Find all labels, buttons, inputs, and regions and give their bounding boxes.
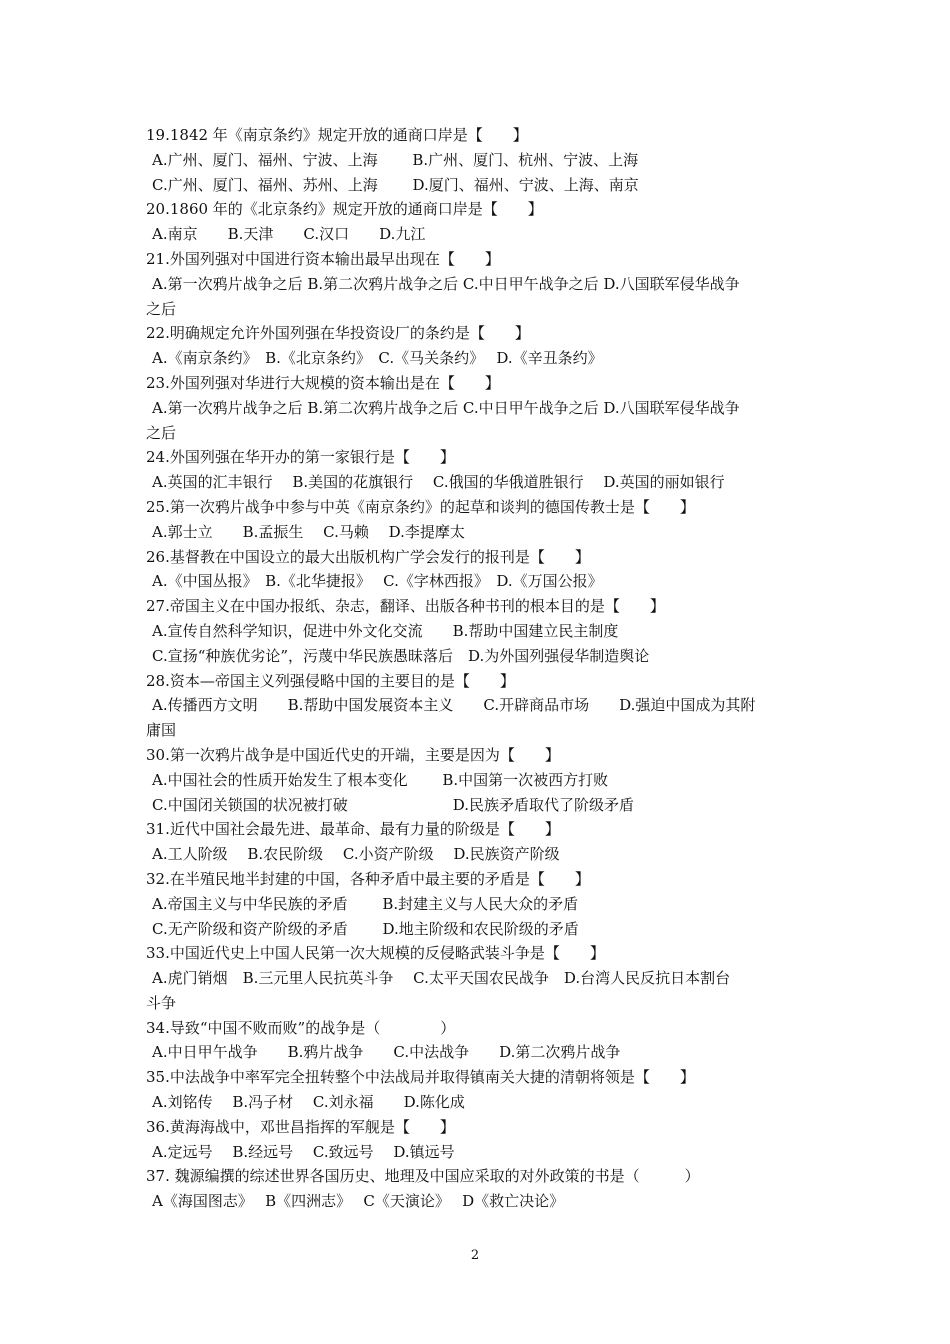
answer-options: A.虎门销烟 B.三元里人民抗英斗争 C.太平天国农民战争 D.台湾人民反抗日本割台 [152,969,731,988]
answer-options: A.南京 B.天津 C.汉口 D.九江 [152,225,426,244]
question-text: 之后 [146,299,177,318]
question-text: 26.基督教在中国设立的最大出版机构广学会发行的报刊是【 】 [146,547,590,566]
question-text: 27.帝国主义在中国办报纸、杂志，翻译、出版各种书刊的根本目的是【 】 [146,597,665,616]
answer-options: A.刘铭传 B.冯子材 C.刘永福 D.陈化成 [152,1093,465,1112]
answer-options: C.无产阶级和资产阶级的矛盾 D.地主阶级和农民阶级的矛盾 [152,919,579,938]
answer-options: A.定远号 B.经远号 C.致远号 D.镇远号 [152,1142,455,1161]
question-text: 30.第一次鸦片战争是中国近代史的开端，主要是因为【 】 [146,745,560,764]
answer-options: A.《中国丛报》 B.《北华捷报》 C.《字林西报》 D.《万国公报》 [152,572,603,591]
question-text: 32.在半殖民地半封建的中国，各种矛盾中最主要的矛盾是【 】 [146,869,590,888]
question-text: 25.第一次鸦片战争中参与中英《南京条约》的起草和谈判的德国传教士是【 】 [146,497,695,516]
answer-options: A.传播西方文明 B.帮助中国发展资本主义 C.开辟商品市场 D.强迫中国成为其附 [152,696,756,715]
question-text: 之后 [146,423,177,442]
question-text: 19.1842 年《南京条约》规定开放的通商口岸是【 】 [146,126,528,144]
question-text: 24.外国列强在华开办的第一家银行是【 】 [146,448,455,467]
question-text: 34.导致“中国不败而败”的战争是（ ） [146,1018,456,1037]
page-number: 2 [470,1248,480,1263]
question-text: 22.明确规定允许外国列强在华投资设厂的条约是【 】 [146,324,530,343]
question-text: 斗争 [146,993,177,1012]
question-text: 庸国 [146,721,177,740]
question-text: 35.中法战争中率军完全扭转整个中法战局并取得镇南关大捷的清朝将领是【 】 [146,1068,695,1087]
answer-options: A《海国图志》 B《四洲志》 C《天演论》 D《救亡决论》 [152,1192,565,1211]
question-text: 36.黄海海战中，邓世昌指挥的军舰是【 】 [146,1117,455,1136]
question-list [146,123,816,1214]
answer-options: A.广州、厦门、福州、宁波、上海 B.广州、厦门、杭州、宁波、上海 [152,150,639,169]
answer-options: A.第一次鸦片战争之后 B.第二次鸦片战争之后 C.中日甲午战争之后 D.八国联军侵华战争 [152,274,740,293]
answer-options: A.中国社会的性质开始发生了根本变化 B.中国第一次被西方打败 [152,770,609,789]
question-text: 33.中国近代史上中国人民第一次大规模的反侵略武装斗争是【 】 [146,944,605,963]
answer-options: C.中国闭关锁国的状况被打破 D.民族矛盾取代了阶级矛盾 [152,795,634,814]
question-text: 31.近代中国社会最先进、最革命、最有力量的阶级是【 】 [146,820,560,839]
answer-options: A.工人阶级 B.农民阶级 C.小资产阶级 D.民族资产阶级 [152,845,560,864]
question-text: 20.1860 年的《北京条约》规定开放的通商口岸是【 】 [146,200,543,219]
answer-options: A.第一次鸦片战争之后 B.第二次鸦片战争之后 C.中日甲午战争之后 D.八国联军侵华战争 [152,398,740,417]
answer-options: A.中日甲午战争 B.鸦片战争 C.中法战争 D.第二次鸦片战争 [152,1043,621,1062]
answer-options: A.宣传自然科学知识，促进中外文化交流 B.帮助中国建立民主制度 [152,621,619,640]
question-text: 37. 魏源编撰的综述世界各国历史、地理及中国应采取的对外政策的书是（ ） [146,1167,700,1186]
answer-options: C.广州、厦门、福州、苏州、上海 D.厦门、福州、宁波、上海、南京 [152,175,639,194]
answer-options: A.郭士立 B.孟振生 C.马赖 D.李提摩太 [152,522,465,541]
question-text: 21.外国列强对中国进行资本输出最早出现在【 】 [146,249,500,268]
question-text: 28.资本—帝国主义列强侵略中国的主要目的是【 】 [146,671,515,690]
answer-options: A.英国的汇丰银行 B.美国的花旗银行 C.俄国的华俄道胜银行 D.英国的丽如银行 [152,473,725,492]
answer-options: A.《南京条约》 B.《北京条约》 C.《马关条约》 D.《辛丑条约》 [152,349,603,368]
answer-options: A.帝国主义与中华民族的矛盾 B.封建主义与人民大众的矛盾 [152,894,579,913]
answer-options: C.宣扬“种族优劣论”，污蔑中华民族愚昧落后 D.为外国列强侵华制造舆论 [152,646,650,665]
question-text: 23.外国列强对华进行大规模的资本输出是在【 】 [146,373,500,392]
